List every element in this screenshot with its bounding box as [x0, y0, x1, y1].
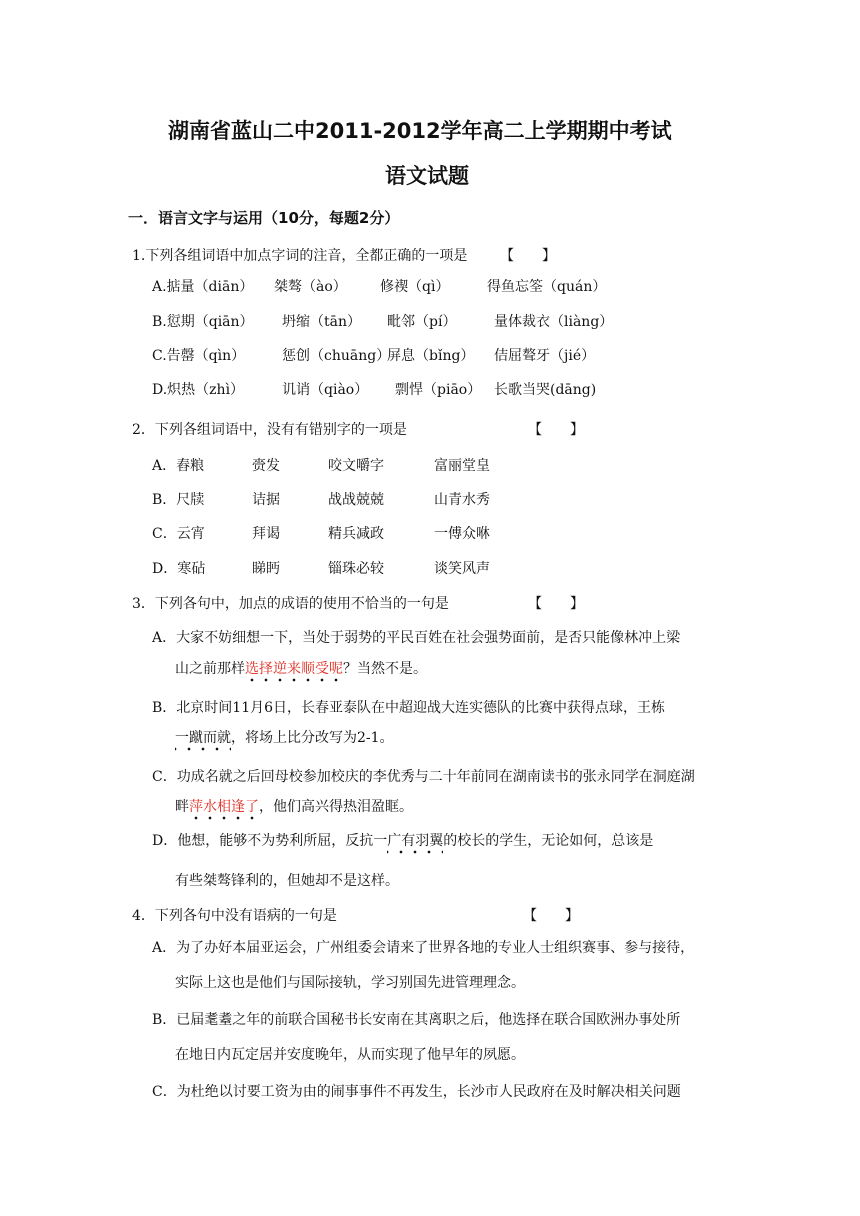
q2-a-item: 富丽堂皇	[434, 458, 490, 474]
q3-d-text: D．他想，能够不为势利所屈，反抗一	[152, 833, 388, 849]
q2-a-item: 咬文嚼字	[328, 458, 384, 474]
q2-d-item: 谈笑风声	[434, 561, 490, 577]
q1-b-item: 毗邻（pí）	[387, 314, 457, 330]
q3-option-b-line1: B．北京时间11月6日，长春亚泰队在中超迎战大连实德队的比赛中获得点球，王栋	[152, 700, 666, 716]
q3-b-text: ，将场上比分改写为2-1。	[231, 730, 394, 746]
q2-b-item: 山青水秀	[434, 492, 490, 508]
q2-d-item: 睇眄	[252, 561, 280, 577]
q1-stem: 1.下列各组词语中加点字词的注音，全都正确的一项是	[132, 248, 468, 264]
q1-c-item: 惩创（chuāng）	[282, 348, 391, 364]
q2-a-item: A．舂粮	[152, 458, 205, 474]
page-title: 湖南省蓝山二中2011-2012学年高二上学期期中考试	[168, 119, 672, 143]
q1-a-item: A.掂量（diān）	[152, 279, 254, 295]
q2-c-item: 精兵减政	[328, 526, 384, 542]
q3-c-idiom: 萍水相逢了	[189, 799, 259, 820]
q3-d-idiom: 广有羽翼	[387, 833, 443, 854]
q2-b-item: 战战兢兢	[328, 492, 384, 508]
q1-d-item: D.炽热（zhì）	[152, 382, 245, 398]
q4-option-a-line1: A．为了办好本届亚运会，广州组委会请来了世界各地的专业人士组织赛事、参与接待，	[152, 940, 695, 956]
q1-d-item: 讥诮（qiào）	[282, 382, 369, 398]
q1-d-item: 长歌当哭(dāng)	[494, 382, 597, 398]
q3-a-text: ？当然不是。	[343, 661, 427, 677]
q3-option-c-line1: C．功成名就之后回母校参加校庆的李优秀与二十年前同在湖南读书的张永同学在洞庭湖	[152, 769, 695, 785]
q3-option-d-line2: 有些桀骜锋利的，但她却不是这样。	[175, 873, 399, 889]
q2-a-item: 赍发	[252, 458, 280, 474]
q2-c-item: 一傅众咻	[434, 526, 490, 542]
q3-option-a-line2	[175, 658, 427, 678]
q1-c-item: C.告罄（qìn）	[152, 348, 246, 364]
page-subtitle: 语文试题	[385, 164, 469, 188]
q1-a-item: 桀骜（ào）	[274, 279, 347, 295]
q3-c-text: ，他们高兴得热泪盈眶。	[259, 799, 413, 815]
q3-stem: 3．下列各句中，加点的成语的使用不恰当的一句是	[132, 596, 449, 612]
q1-a-item: 得鱼忘筌（quán）	[487, 279, 607, 295]
q3-d-text: 的校长的学生，无论如何，总该是	[443, 833, 654, 849]
q1-answer-bracket: 【 】	[500, 248, 556, 264]
q4-option-c-line1: C．为杜绝以讨要工资为由的闹事事件不再发生，长沙市人民政府在及时解决相关问题	[152, 1084, 681, 1100]
q2-d-item: D．寒砧	[152, 561, 206, 577]
q2-b-item: B．尺牍	[152, 492, 205, 508]
q4-stem: 4．下列各句中没有语病的一句是	[132, 908, 337, 924]
q1-a-item: 修禊（qì）	[380, 279, 450, 295]
q1-c-item: 佶屈聱牙（jié）	[494, 348, 596, 364]
q4-option-b-line2: 在地日内瓦定居并安度晚年，从而实现了他早年的夙愿。	[175, 1047, 525, 1063]
q1-d-item: 剽悍（piāo）	[395, 382, 482, 398]
q2-b-item: 诘据	[252, 492, 280, 508]
q4-option-a-line2: 实际上这也是他们与国际接轨，学习别国先进管理理念。	[175, 975, 525, 991]
q3-answer-bracket: 【 】	[528, 596, 584, 612]
q2-c-item: C．云宵	[152, 526, 205, 542]
q3-option-d-line1	[152, 830, 653, 850]
q4-option-b-line1: B．已届耄耋之年的前联合国秘书长安南在其离职之后，他选择在联合国欧洲办事处所	[152, 1012, 681, 1028]
q3-option-b-line2	[175, 727, 394, 747]
q3-a-idiom: 选择逆来顺受呢	[245, 661, 343, 682]
q1-b-item: 量体裁衣（liàng）	[494, 314, 614, 330]
q3-option-c-line2	[175, 796, 413, 816]
q3-a-text: 山之前那样	[175, 661, 245, 677]
q2-stem: 2．下列各组词语中，没有有错别字的一项是	[132, 422, 407, 438]
q2-answer-bracket: 【 】	[528, 422, 584, 438]
q4-answer-bracket: 【 】	[523, 908, 579, 924]
q2-c-item: 拜谒	[252, 526, 280, 542]
q1-c-item: 屏息（bǐng）	[387, 348, 475, 364]
q3-c-text: 畔	[175, 799, 189, 815]
q3-option-a-line1: A．大家不妨细想一下，当处于弱势的平民百姓在社会强势面前，是否只能像林冲上梁	[152, 630, 681, 646]
q1-b-item: B.愆期（qiān）	[152, 314, 254, 330]
q2-d-item: 锱珠必较	[328, 561, 384, 577]
section-heading: 一．语言文字与运用（10分，每题2分）	[128, 209, 400, 227]
q3-b-idiom: 一蹴而就	[175, 730, 231, 751]
q1-b-item: 坍缩（tān）	[282, 314, 361, 330]
